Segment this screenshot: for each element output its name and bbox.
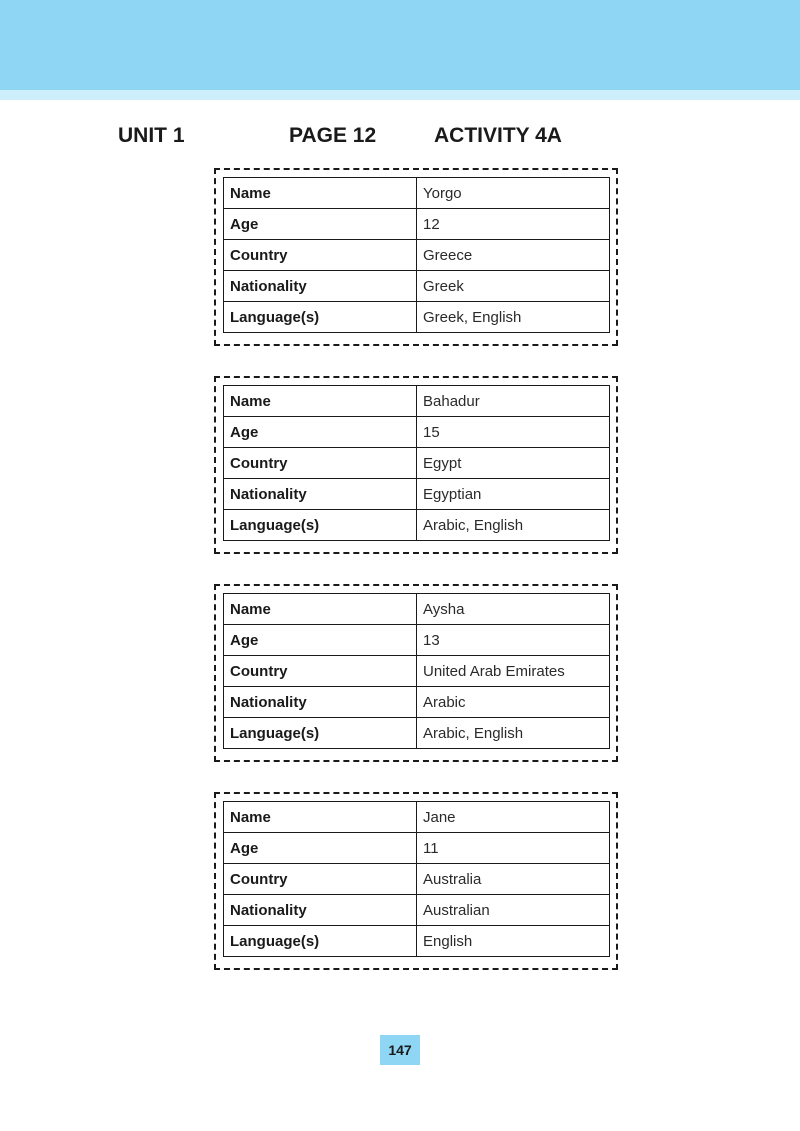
languages-value: Arabic, English [417, 510, 610, 541]
table-row [224, 209, 610, 240]
nationality-label: Nationality [224, 895, 417, 926]
languages-value: Greek, English [417, 302, 610, 333]
table-row [224, 656, 610, 687]
country-value: Australia [417, 864, 610, 895]
name-value: Bahadur [417, 386, 610, 417]
name-value: Yorgo [417, 178, 610, 209]
page-heading: PAGE 12 [289, 124, 377, 147]
country-label: Country [224, 448, 417, 479]
age-value: 15 [417, 417, 610, 448]
country-label: Country [224, 656, 417, 687]
name-label: Name [224, 178, 417, 209]
table-row [224, 926, 610, 957]
table-row [224, 895, 610, 926]
table-row [224, 864, 610, 895]
activity-heading: ACTIVITY 4A [434, 124, 562, 147]
name-label: Name [224, 594, 417, 625]
languages-value: English [417, 926, 610, 957]
table-row [224, 802, 610, 833]
profile-card [214, 376, 618, 554]
table-row [224, 271, 610, 302]
table-row [224, 718, 610, 749]
table-row [224, 625, 610, 656]
country-value: Greece [417, 240, 610, 271]
languages-label: Language(s) [224, 510, 417, 541]
age-label: Age [224, 625, 417, 656]
header-band [0, 0, 800, 90]
country-value: United Arab Emirates [417, 656, 610, 687]
profile-table [223, 801, 610, 957]
nationality-label: Nationality [224, 479, 417, 510]
country-label: Country [224, 864, 417, 895]
nationality-value: Greek [417, 271, 610, 302]
country-label: Country [224, 240, 417, 271]
nationality-value: Egyptian [417, 479, 610, 510]
profile-table [223, 593, 610, 749]
table-row [224, 594, 610, 625]
nationality-value: Australian [417, 895, 610, 926]
table-row [224, 178, 610, 209]
age-value: 12 [417, 209, 610, 240]
languages-label: Language(s) [224, 718, 417, 749]
table-row [224, 510, 610, 541]
profile-card [214, 792, 618, 970]
age-label: Age [224, 209, 417, 240]
languages-value: Arabic, English [417, 718, 610, 749]
name-label: Name [224, 386, 417, 417]
profile-table [223, 177, 610, 333]
unit-heading: UNIT 1 [118, 124, 185, 147]
profile-table [223, 385, 610, 541]
table-row [224, 386, 610, 417]
age-value: 13 [417, 625, 610, 656]
profile-card [214, 168, 618, 346]
nationality-label: Nationality [224, 687, 417, 718]
name-label: Name [224, 802, 417, 833]
table-row [224, 240, 610, 271]
table-row [224, 479, 610, 510]
table-row [224, 833, 610, 864]
page-number: 147 [380, 1035, 420, 1065]
header-band-stripe [0, 90, 800, 100]
age-label: Age [224, 833, 417, 864]
age-value: 11 [417, 833, 610, 864]
table-row [224, 448, 610, 479]
name-value: Aysha [417, 594, 610, 625]
languages-label: Language(s) [224, 926, 417, 957]
table-row [224, 687, 610, 718]
languages-label: Language(s) [224, 302, 417, 333]
profile-card [214, 584, 618, 762]
name-value: Jane [417, 802, 610, 833]
age-label: Age [224, 417, 417, 448]
table-row [224, 302, 610, 333]
country-value: Egypt [417, 448, 610, 479]
nationality-value: Arabic [417, 687, 610, 718]
nationality-label: Nationality [224, 271, 417, 302]
table-row [224, 417, 610, 448]
